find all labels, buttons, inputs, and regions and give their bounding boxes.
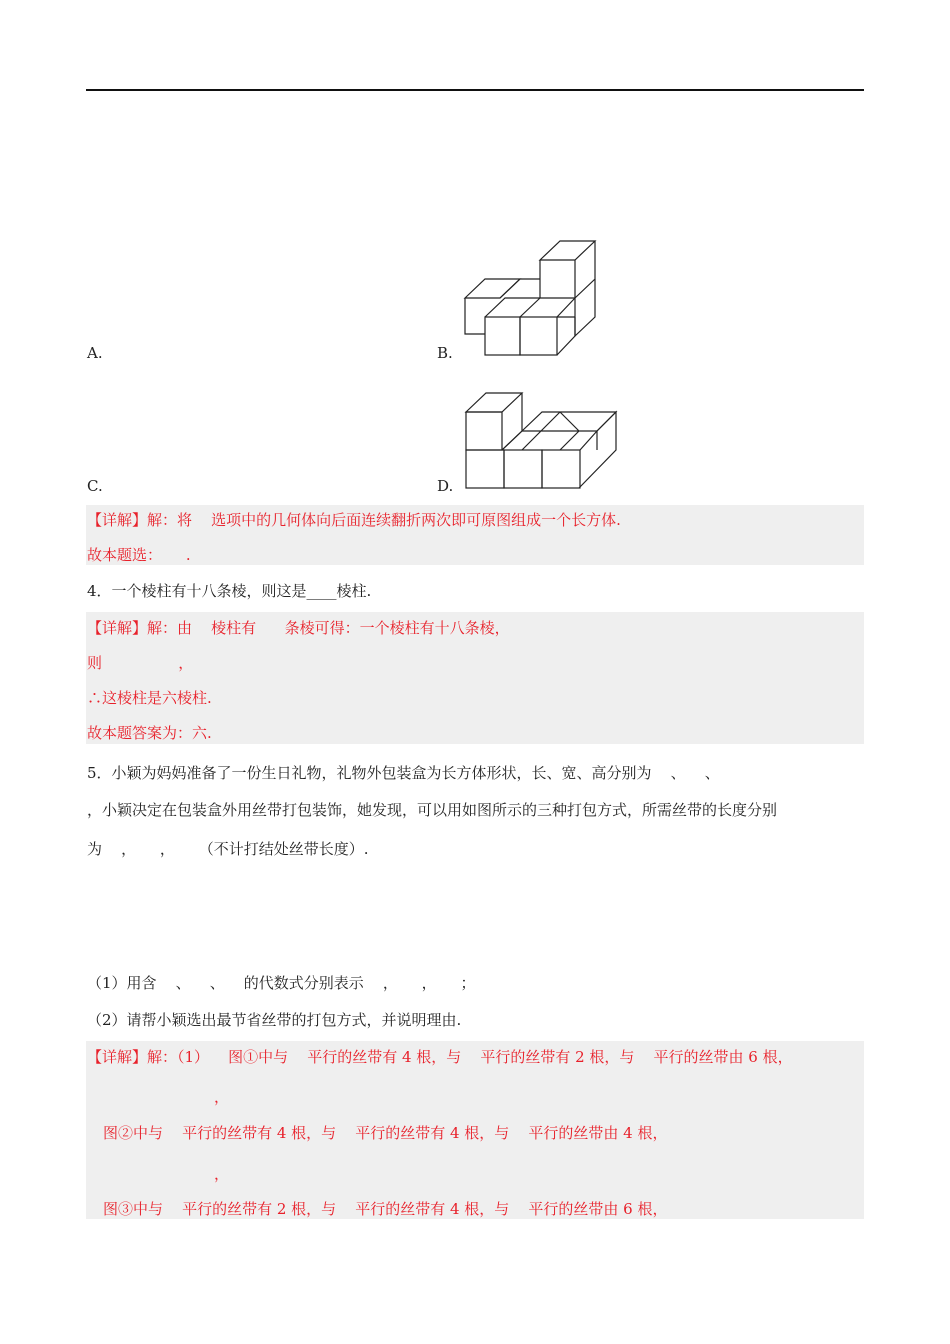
q5-answer-line3: 图②中与 平行的丝带有 4 根，与 平行的丝带有 4 根，与 平行的丝带由 4 根， xyxy=(103,1124,668,1142)
q5-sub2: （2）请帮小颖选出最节省丝带的打包方式，并说明理由. xyxy=(87,1011,462,1029)
q5-line3: 为 ， ， （不计打结处丝带长度）. xyxy=(87,840,369,858)
option-c-label: C. xyxy=(87,477,103,495)
q5-answer-line1: 【详解】解：（1） 图①中与 平行的丝带有 4 根，与 平行的丝带有 2 根，与 平行的丝带由 6 根， xyxy=(87,1048,793,1066)
q4-question: 4．一个棱柱有十八条棱，则这是____棱柱. xyxy=(87,582,372,600)
option-a-label: A. xyxy=(87,344,103,362)
q4-answer-line2: 则 ， xyxy=(87,654,194,672)
q5-answer-line2: ， xyxy=(214,1088,230,1106)
option-b-cube-figure xyxy=(460,238,600,360)
q5-answer-line4: ， xyxy=(214,1165,230,1183)
q3-answer-line1: 【详解】解：将 选项中的几何体向后面连续翻折两次即可原图组成一个长方体. xyxy=(87,511,621,529)
option-d-label: D. xyxy=(437,477,454,495)
q3-answer-line2: 故本题选： . xyxy=(87,546,191,564)
q5-answer-line5: 图③中与 平行的丝带有 2 根，与 平行的丝带有 4 根，与 平行的丝带由 6 根， xyxy=(103,1200,668,1218)
option-d-cube-figure xyxy=(462,390,622,490)
option-b-label: B. xyxy=(437,344,453,362)
q5-sub1: （1）用含 、 、 的代数式分别表示 ， ， ； xyxy=(87,974,476,992)
q5-line2: ，小颖决定在包装盒外用丝带打包装饰，她发现，可以用如图所示的三种打包方式，所需丝带的长度分别 xyxy=(87,801,778,819)
q4-answer-line3: ∴这棱柱是六棱柱. xyxy=(87,689,212,707)
q5-line1: 5．小颖为妈妈准备了一份生日礼物，礼物外包装盒为长方体形状，长、宽、高分别为 、 、 xyxy=(87,764,720,782)
q4-answer-line1: 【详解】解：由 棱柱有 条棱可得：一个棱柱有十八条棱， xyxy=(87,619,510,637)
q4-answer-line4: 故本题答案为：六. xyxy=(87,724,212,742)
header-rule xyxy=(86,89,864,91)
